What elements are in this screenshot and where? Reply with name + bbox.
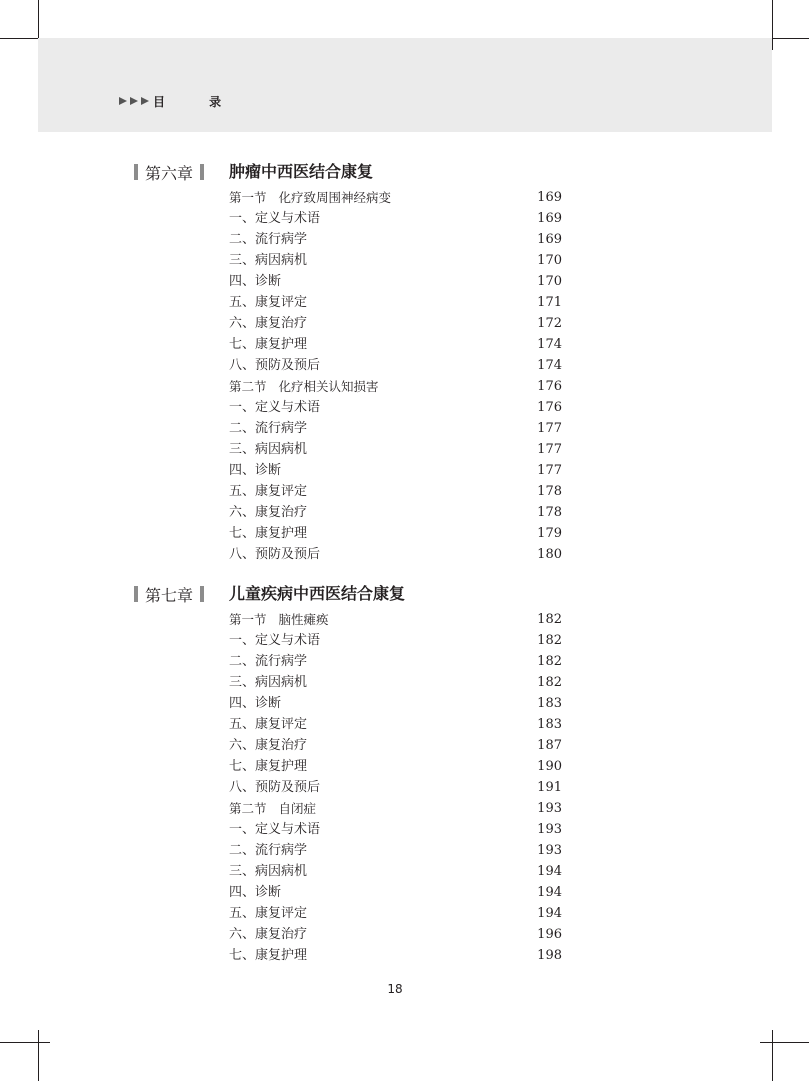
- toc-item-row[interactable]: [229, 736, 562, 756]
- toc-page-number: 193: [537, 801, 562, 816]
- toc-section-number: 第一节: [229, 612, 267, 627]
- crop-mark: [772, 0, 773, 50]
- toc-section-title: [229, 799, 316, 819]
- crop-mark: [772, 1030, 773, 1081]
- toc-page-number: 183: [537, 696, 562, 711]
- chapter-bar-right: [200, 164, 204, 180]
- toc-page-number: 177: [537, 421, 562, 436]
- toc-page-number: 190: [537, 759, 562, 774]
- toc-page-number: 169: [537, 190, 562, 205]
- toc-section-number: 第二节: [229, 801, 267, 816]
- chapter-bar-left: [134, 586, 138, 602]
- toc-item-text: 二、流行病学: [229, 232, 308, 247]
- toc-item-text: 八、预防及预后: [229, 780, 321, 795]
- toc-page-number: 180: [537, 547, 562, 562]
- toc-page-number: 170: [537, 253, 562, 268]
- toc-item-text: 三、病因病机: [229, 864, 308, 879]
- toc-page-number: 182: [537, 654, 562, 669]
- toc-item-row[interactable]: [229, 398, 562, 418]
- toc-item-text: 三、病因病机: [229, 253, 308, 268]
- toc-page-number: 172: [537, 316, 562, 331]
- chapter-title: 儿童疾病中西医结合康复: [229, 584, 406, 603]
- chapter-number: 第六章: [145, 163, 194, 183]
- toc-item-text: 五、康复评定: [229, 484, 308, 499]
- toc-section-row[interactable]: [229, 377, 562, 397]
- chapter-label: [134, 162, 204, 182]
- toc-item-row[interactable]: [229, 272, 562, 292]
- toc-item-text: 四、诊断: [229, 274, 282, 289]
- toc-item-text: 五、康复评定: [229, 906, 308, 921]
- toc-item-row[interactable]: [229, 230, 562, 250]
- toc-item-row[interactable]: [229, 820, 562, 840]
- toc-section-row[interactable]: [229, 799, 562, 819]
- toc-page-number: 196: [537, 927, 562, 942]
- toc-item-row[interactable]: [229, 694, 562, 714]
- toc-section-number: 第一节: [229, 190, 267, 205]
- toc-section-text: 化疗相关认知损害: [278, 379, 379, 394]
- toc-page-number: 187: [537, 738, 562, 753]
- toc-item-text: 三、病因病机: [229, 442, 308, 457]
- toc-page-number: 169: [537, 232, 562, 247]
- toc-page-number: 194: [537, 885, 562, 900]
- toc-item-row[interactable]: [229, 904, 562, 924]
- toc-page-number: 178: [537, 505, 562, 520]
- toc-page-number: 174: [537, 358, 562, 373]
- toc-item-row[interactable]: [229, 883, 562, 903]
- header-band: [38, 38, 772, 132]
- toc-item-row[interactable]: [229, 715, 562, 735]
- toc-item-text: 五、康复评定: [229, 717, 308, 732]
- toc-item-row[interactable]: [229, 503, 562, 523]
- toc-item-row[interactable]: [229, 545, 562, 565]
- toc-item-text: 三、病因病机: [229, 675, 308, 690]
- toc-item-text: 六、康复治疗: [229, 505, 308, 520]
- toc-item-text: 六、康复治疗: [229, 738, 308, 753]
- toc-item-row[interactable]: [229, 524, 562, 544]
- toc-page-number: 183: [537, 717, 562, 732]
- toc-item-row[interactable]: [229, 419, 562, 439]
- header-title: 目 录: [153, 95, 242, 109]
- toc-page-number: 170: [537, 274, 562, 289]
- toc-item-text: 四、诊断: [229, 463, 282, 478]
- toc-item-text: 六、康复治疗: [229, 927, 308, 942]
- toc-page-number: 198: [537, 948, 562, 963]
- toc-item-row[interactable]: [229, 778, 562, 798]
- toc-item-row[interactable]: [229, 356, 562, 376]
- crop-mark: [760, 1042, 809, 1043]
- toc-section-number: 第二节: [229, 379, 267, 394]
- toc-item-row[interactable]: [229, 314, 562, 334]
- toc-item-row[interactable]: [229, 862, 562, 882]
- toc-page-number: 176: [537, 379, 562, 394]
- toc-item-text: 一、定义与术语: [229, 633, 321, 648]
- toc-page-number: 191: [537, 780, 562, 795]
- toc-item-row[interactable]: [229, 946, 562, 966]
- toc-item-text: 八、预防及预后: [229, 547, 321, 562]
- toc-item-text: 一、定义与术语: [229, 822, 321, 837]
- toc-section-text: 脑性瘫痪: [278, 612, 329, 627]
- toc-item-row[interactable]: [229, 440, 562, 460]
- toc-item-row[interactable]: [229, 461, 562, 481]
- toc-page-number: 177: [537, 442, 562, 457]
- toc-page-number: 194: [537, 906, 562, 921]
- toc-item-text: 七、康复护理: [229, 337, 308, 352]
- page-number: 18: [387, 982, 403, 996]
- toc-item-text: 四、诊断: [229, 696, 282, 711]
- chapter-number: 第七章: [145, 585, 194, 605]
- toc-item-row[interactable]: [229, 841, 562, 861]
- chapter-bar-right: [200, 586, 204, 602]
- toc-item-text: 二、流行病学: [229, 421, 308, 436]
- header-arrows-icon: [119, 97, 151, 105]
- toc-page-number: 179: [537, 526, 562, 541]
- toc-item-text: 一、定义与术语: [229, 400, 321, 415]
- toc-section-text: 化疗致周围神经病变: [278, 190, 392, 205]
- toc-page-number: 193: [537, 843, 562, 858]
- toc-page-number: 182: [537, 675, 562, 690]
- toc-item-text: 五、康复评定: [229, 295, 308, 310]
- toc-page-number: 193: [537, 822, 562, 837]
- toc-item-row[interactable]: [229, 631, 562, 651]
- toc-item-row[interactable]: [229, 251, 562, 271]
- toc-item-row[interactable]: [229, 652, 562, 672]
- toc-section-title: [229, 188, 391, 208]
- toc-item-text: 八、预防及预后: [229, 358, 321, 373]
- toc-section-row[interactable]: [229, 610, 562, 630]
- toc-item-row[interactable]: [229, 673, 562, 693]
- toc-item-text: 七、康复护理: [229, 759, 308, 774]
- toc-item-text: 二、流行病学: [229, 843, 308, 858]
- toc-page-number: 176: [537, 400, 562, 415]
- crop-mark: [0, 1042, 50, 1043]
- toc-page-number: 177: [537, 463, 562, 478]
- toc-page-number: 174: [537, 337, 562, 352]
- toc-item-text: 四、诊断: [229, 885, 282, 900]
- toc-item-row[interactable]: [229, 925, 562, 945]
- chapter-bar-left: [134, 164, 138, 180]
- toc-item-row[interactable]: [229, 293, 562, 313]
- toc-item-text: 七、康复护理: [229, 948, 308, 963]
- toc-page-number: 194: [537, 864, 562, 879]
- crop-mark: [38, 1030, 39, 1081]
- toc-page-number: 182: [537, 633, 562, 648]
- toc-page-number: 169: [537, 211, 562, 226]
- chapter-label: [134, 584, 204, 604]
- toc-item-text: 一、定义与术语: [229, 211, 321, 226]
- toc-item-row[interactable]: [229, 209, 562, 229]
- toc-item-row[interactable]: [229, 757, 562, 777]
- toc-section-title: [229, 610, 329, 630]
- toc-item-row[interactable]: [229, 335, 562, 355]
- toc-item-text: 六、康复治疗: [229, 316, 308, 331]
- toc-page-number: 178: [537, 484, 562, 499]
- toc-item-row[interactable]: [229, 482, 562, 502]
- toc-section-row[interactable]: [229, 188, 562, 208]
- chapter-title: 肿瘤中西医结合康复: [229, 162, 374, 181]
- toc-section-title: [229, 377, 379, 397]
- toc-section-text: 自闭症: [278, 801, 317, 816]
- toc-page-number: 182: [537, 612, 562, 627]
- toc-page-number: 171: [537, 295, 562, 310]
- toc-item-text: 二、流行病学: [229, 654, 308, 669]
- toc-item-text: 七、康复护理: [229, 526, 308, 541]
